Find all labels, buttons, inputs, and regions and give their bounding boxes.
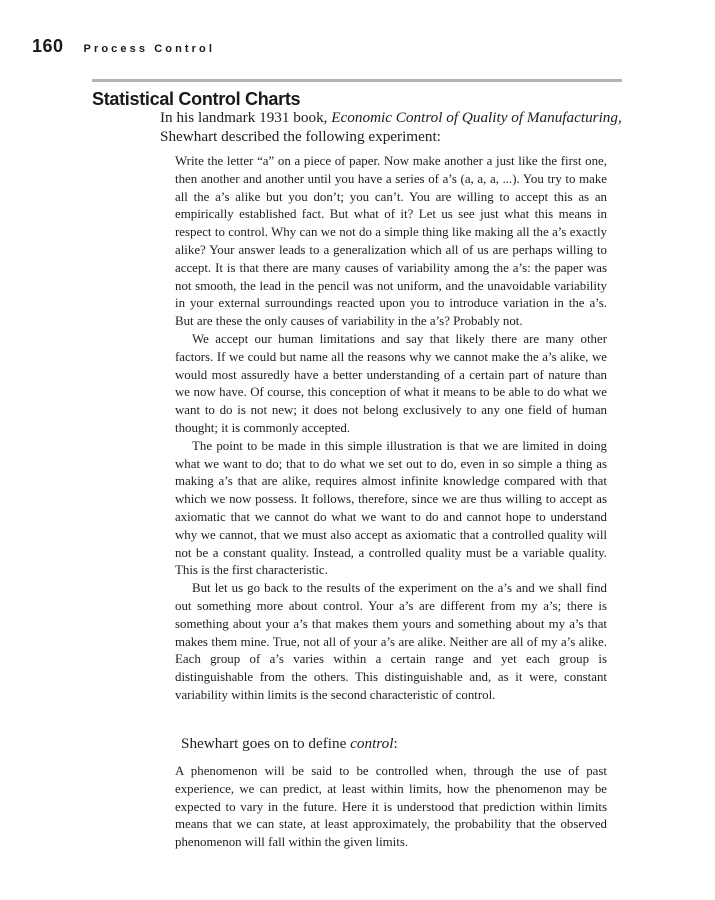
block-quote-definition bbox=[175, 763, 607, 852]
quote-paragraph: The point to be made in this simple illustration is that we are limited in doing what we want to do; that to do what we set out to do, even in so simple a thing as making a’s that are alike, requires almost infinite knowledge compared with that which we now possess. It follows, therefore, since we are thus willing to accept as axiomatic that we cannot do what we want to do and cannot hope to understand why we cannot, that we must also accept as axiomatic that a controlled quality will not be a constant quality. Instead, a controlled quality must be a variable quality. This is the first characteristic. bbox=[175, 438, 607, 578]
page-number: 160 bbox=[32, 36, 64, 56]
transition-paragraph bbox=[181, 735, 398, 754]
block-quote-experiment bbox=[175, 153, 607, 705]
quote-paragraph: But let us go back to the results of the experiment on the a’s and we shall find out something more about control. Your a’s are different from my a’s; there is something about your a’s that makes them yours and something about my a’s that makes them mine. True, not all of your a’s are alike. Neither are all of my a’s alike. Each group of a’s varies within a certain range and yet each group is distinguishable from the others. This distinguishable and, as it were, constant variability within limits is the second characteristic of control. bbox=[175, 581, 607, 702]
quote-paragraph: We accept our human limitations and say that likely there are many other factors. If we could but name all the reasons why we cannot make the a’s alike, we would most assuredly have a better understanding of a certain part of nature than we now have. Of course, this conception of what it means to be able to do what we want to do is not new; it does not belong exclusively to any one field of human thought; it is commonly accepted. bbox=[175, 331, 607, 435]
control-term: control bbox=[350, 735, 394, 752]
quote-paragraph: Write the letter “a” on a piece of paper. Now make another a just like the first one, then another and another until you have a series of a’s (a, a, a, ...). You try to make all the a’s alike but you don’t; you can’t. You are willing to accept this as an empirically established fact. But what of it? Let us see just what this means in respect to control. Why can we not do a simple thing like making all the a’s exactly alike? Your answer leads to a generalization which all of us are perhaps willing to accept. It is that there are many causes of variability among the a’s: the paper was not smooth, the lead in the pencil was not uniform, and the unavoidable variability in your external surroundings reacted upon you to introduce variation in the a’s. But are these the only causes of variability in the a’s? Probably not. bbox=[175, 154, 607, 329]
section-title: Statistical Control Charts bbox=[92, 89, 301, 109]
intro-text-before: In his landmark 1931 book, bbox=[160, 109, 332, 126]
mid-text-before: Shewhart goes on to define bbox=[181, 735, 351, 752]
running-head bbox=[32, 36, 215, 58]
section-rule bbox=[92, 79, 622, 82]
intro-text-after: , Shewhart described the following experiment: bbox=[160, 109, 622, 145]
mid-text-after: : bbox=[393, 735, 398, 752]
book-title: Economic Control of Quality of Manufacturing bbox=[331, 109, 618, 126]
chapter-title: Process Control bbox=[83, 43, 216, 55]
quote-paragraph: A phenomenon will be said to be controlled when, through the use of past experience, we can predict, at least within limits, how the phenomenon may be expected to vary in the future. Here it is understood that prediction within limits means that we can state, at least approximately, the probability that the observed phenomenon will fall within the given limits. bbox=[175, 764, 607, 850]
intro-paragraph bbox=[160, 109, 626, 146]
